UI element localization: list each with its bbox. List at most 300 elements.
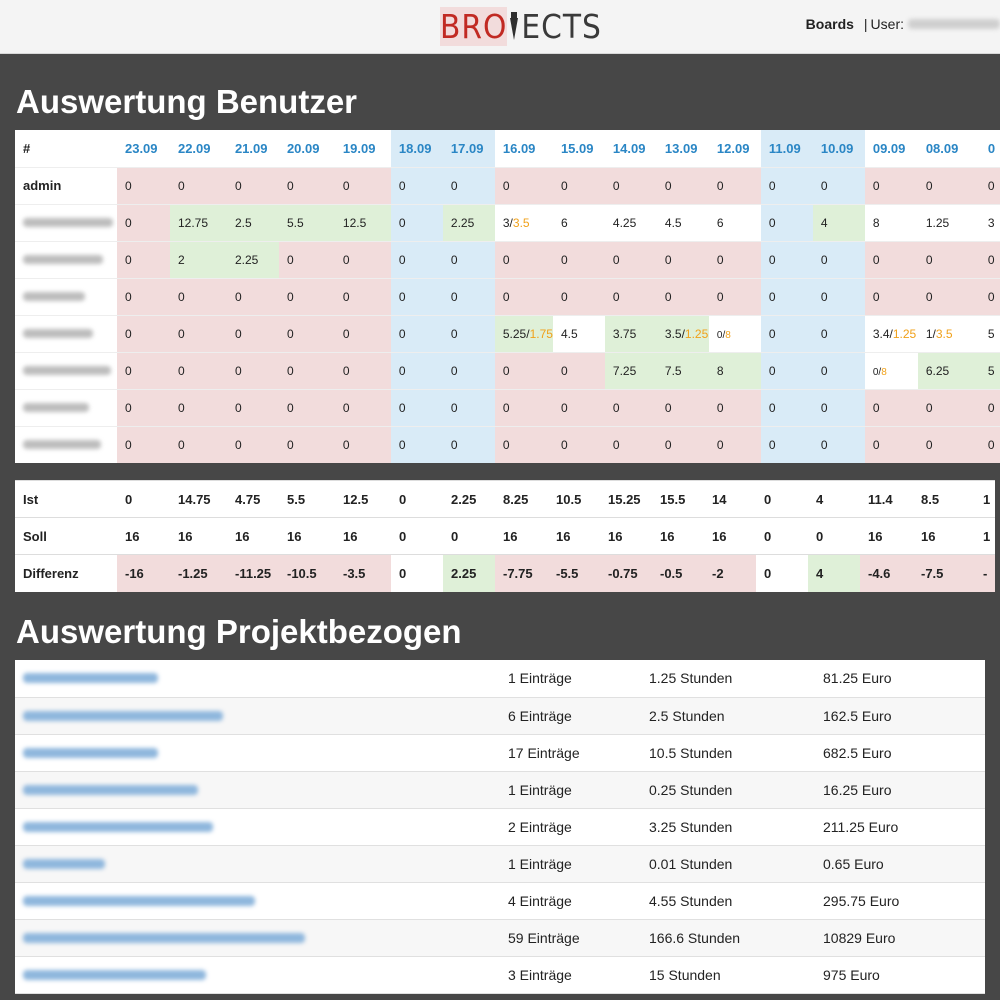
summary-value: -0.75 bbox=[600, 555, 652, 592]
date-header[interactable]: 18.09 bbox=[391, 130, 443, 167]
project-row bbox=[15, 882, 985, 919]
date-header[interactable]: 10.09 bbox=[813, 130, 865, 167]
summary-value: -0.5 bbox=[652, 555, 704, 592]
blurred-name bbox=[23, 329, 93, 338]
hash-header: # bbox=[23, 140, 31, 156]
hours-cell: 2.5 bbox=[227, 204, 279, 241]
hours-cell: 0 bbox=[170, 389, 227, 426]
date-header[interactable]: 22.09 bbox=[177, 140, 211, 156]
hours-cell: 0 bbox=[813, 352, 865, 389]
hours-cell: 0 bbox=[761, 278, 813, 315]
user-row bbox=[15, 389, 1000, 426]
project-link[interactable] bbox=[15, 734, 508, 771]
hours-cell: 0 bbox=[227, 389, 279, 426]
user-row bbox=[15, 241, 1000, 278]
hours-cell: 0 bbox=[813, 167, 865, 204]
hours-cell: 0 bbox=[335, 241, 391, 278]
user-name-blurred bbox=[15, 352, 117, 389]
date-header[interactable]: 21.09 bbox=[234, 140, 268, 156]
date-header[interactable]: 23.09 bbox=[124, 140, 158, 156]
hours-cell: 2.25 bbox=[443, 204, 495, 241]
date-header[interactable]: 08.09 bbox=[925, 140, 959, 156]
date-header[interactable]: 20.09 bbox=[286, 140, 320, 156]
user-name-blurred bbox=[15, 389, 117, 426]
project-row bbox=[15, 919, 985, 956]
brojects-logo[interactable] bbox=[440, 7, 602, 47]
hours-cell: 0 bbox=[709, 389, 761, 426]
summary-value: 15.25 bbox=[608, 491, 641, 507]
summary-value: 2.25 bbox=[443, 555, 495, 592]
summary-value: -11.25 bbox=[227, 555, 279, 592]
project-hours: 1.25 Stunden bbox=[649, 670, 733, 687]
users-table bbox=[15, 130, 1000, 463]
hours-cell: 8 bbox=[709, 352, 761, 389]
project-hours: 0.01 Stunden bbox=[649, 855, 733, 872]
hours-cell: 0 bbox=[117, 426, 170, 463]
project-link[interactable] bbox=[15, 808, 508, 845]
hours-cell: 0 bbox=[813, 278, 865, 315]
blurred-project-name bbox=[23, 711, 223, 721]
hours-cell: 0 bbox=[605, 241, 657, 278]
summary-row-diff bbox=[15, 555, 995, 592]
summary-value: 2.25 bbox=[451, 491, 477, 507]
hours-cell: 0 bbox=[553, 278, 605, 315]
project-cost: 975 Euro bbox=[823, 966, 880, 983]
hours-cell: 0 bbox=[605, 167, 657, 204]
project-row bbox=[15, 956, 985, 993]
blurred-name bbox=[23, 292, 85, 301]
hours-cell: 0 bbox=[335, 167, 391, 204]
hours-cell: 0 bbox=[170, 352, 227, 389]
hours-cell: 6.25 bbox=[918, 352, 980, 389]
summary-value: 4 bbox=[808, 555, 860, 592]
project-row bbox=[15, 771, 985, 808]
hours-cell: 0 bbox=[553, 167, 605, 204]
blurred-project-name bbox=[23, 822, 213, 832]
hours-cell: 0 bbox=[227, 167, 279, 204]
summary-value: 15.5 bbox=[660, 491, 686, 507]
summary-value: -3.5 bbox=[335, 555, 391, 592]
hours-cell: 0 bbox=[495, 426, 553, 463]
hours-cell: 2 bbox=[170, 241, 227, 278]
hours-cell: 0 bbox=[443, 315, 495, 352]
project-row bbox=[15, 845, 985, 882]
blurred-project-name bbox=[23, 748, 158, 758]
user-row bbox=[15, 315, 1000, 352]
hours-cell: 5 bbox=[980, 352, 1000, 389]
hours-cell: 0 bbox=[865, 426, 918, 463]
hours-cell: 0 bbox=[391, 241, 443, 278]
project-cost: 295.75 Euro bbox=[823, 892, 900, 909]
summary-value: 8.5 bbox=[921, 491, 940, 507]
summary-value: 4.75 bbox=[235, 491, 261, 507]
hours-cell: 0 bbox=[391, 352, 443, 389]
summary-value: 16 bbox=[503, 528, 518, 544]
hours-cell: 0 bbox=[980, 167, 1000, 204]
user-row bbox=[15, 278, 1000, 315]
hours-cell: 0 bbox=[170, 278, 227, 315]
user-name-blurred bbox=[15, 241, 117, 278]
project-link[interactable] bbox=[15, 956, 508, 993]
summary-value: 0 bbox=[764, 491, 772, 507]
hours-cell: 6 bbox=[553, 204, 605, 241]
summary-value: 0 bbox=[764, 528, 772, 544]
hours-cell: 0 bbox=[605, 426, 657, 463]
hours-cell: 12.5 bbox=[335, 204, 391, 241]
summary-value: -2 bbox=[704, 555, 756, 592]
hours-cell: 0 bbox=[117, 352, 170, 389]
summary-value: 16 bbox=[608, 528, 623, 544]
hours-cell: 0 bbox=[279, 278, 335, 315]
hours-cell: 0 bbox=[227, 315, 279, 352]
project-entries: 17 Einträge bbox=[508, 744, 580, 761]
hours-cell: 0 bbox=[865, 278, 918, 315]
blurred-project-name bbox=[23, 970, 206, 980]
hours-cell: 3.75 bbox=[605, 315, 657, 352]
hours-cell: 0 bbox=[391, 315, 443, 352]
blurred-name bbox=[23, 255, 103, 264]
summary-value: 5.5 bbox=[287, 491, 306, 507]
hours-cell: 4 bbox=[813, 204, 865, 241]
hours-cell: 0 bbox=[443, 389, 495, 426]
project-cost: 81.25 Euro bbox=[823, 670, 892, 687]
project-row bbox=[15, 697, 985, 734]
summary-value: 8.25 bbox=[503, 491, 529, 507]
hours-cell: 12.75 bbox=[170, 204, 227, 241]
hours-cell: 0 bbox=[813, 241, 865, 278]
hours-cell: 4.5 bbox=[657, 204, 709, 241]
hours-cell: 0 bbox=[865, 167, 918, 204]
logo-text-right: ECTS bbox=[521, 7, 602, 46]
blurred-project-name bbox=[23, 785, 198, 795]
hours-cell: 0 bbox=[657, 167, 709, 204]
summary-value: 14.75 bbox=[178, 491, 211, 507]
project-cost: 0.65 Euro bbox=[823, 855, 884, 872]
project-hours: 166.6 Stunden bbox=[649, 929, 741, 946]
summary-value: 16 bbox=[178, 528, 193, 544]
hours-cell: 0 bbox=[605, 278, 657, 315]
summary-value: 12.5 bbox=[343, 491, 369, 507]
hours-cell: 0 bbox=[170, 167, 227, 204]
hours-cell: 0 bbox=[918, 278, 980, 315]
hours-cell: 3.4/1.25 bbox=[865, 315, 918, 352]
summary-value: 1 bbox=[983, 491, 991, 507]
blurred-project-name bbox=[23, 896, 255, 906]
hours-cell: 0 bbox=[335, 352, 391, 389]
hours-cell: 0 bbox=[279, 315, 335, 352]
top-bar bbox=[0, 0, 1000, 54]
hours-cell: 0 bbox=[657, 278, 709, 315]
summary-value: 14 bbox=[712, 491, 727, 507]
hours-cell: 0 bbox=[170, 426, 227, 463]
summary-value: 0 bbox=[399, 528, 407, 544]
project-cost: 162.5 Euro bbox=[823, 707, 892, 724]
hours-cell: 0 bbox=[227, 278, 279, 315]
summary-value: - bbox=[975, 555, 995, 592]
project-entries: 1 Einträge bbox=[508, 855, 572, 872]
summary-value: 0 bbox=[391, 555, 443, 592]
hours-cell: 0 bbox=[117, 241, 170, 278]
hours-cell: 0 bbox=[117, 278, 170, 315]
blurred-project-name bbox=[23, 673, 158, 683]
summary-value: 0 bbox=[125, 491, 133, 507]
hours-cell: 0 bbox=[918, 426, 980, 463]
hours-cell: 4.25 bbox=[605, 204, 657, 241]
project-link[interactable] bbox=[15, 660, 508, 697]
hours-cell: 0 bbox=[553, 389, 605, 426]
summary-value: -16 bbox=[117, 555, 170, 592]
hours-cell: 0 bbox=[980, 426, 1000, 463]
hours-cell: 0 bbox=[391, 426, 443, 463]
summary-label: Ist bbox=[23, 491, 39, 507]
hours-cell: 0 bbox=[335, 278, 391, 315]
hours-cell: 0 bbox=[443, 241, 495, 278]
hours-cell: 0 bbox=[391, 278, 443, 315]
hours-cell: 0 bbox=[117, 315, 170, 352]
user-name-blurred bbox=[908, 19, 1000, 29]
blurred-name bbox=[23, 218, 113, 227]
hours-cell: 6 bbox=[709, 204, 761, 241]
hours-cell: 0 bbox=[117, 204, 170, 241]
hours-cell: 0 bbox=[335, 315, 391, 352]
project-link[interactable] bbox=[15, 697, 508, 734]
blurred-project-name bbox=[23, 859, 105, 869]
date-header[interactable]: 09.09 bbox=[872, 140, 906, 156]
summary-value: -4.6 bbox=[860, 555, 913, 592]
project-entries: 6 Einträge bbox=[508, 707, 572, 724]
hours-cell: 0 bbox=[709, 426, 761, 463]
blurred-name bbox=[23, 403, 89, 412]
date-header[interactable]: 13.09 bbox=[664, 140, 698, 156]
project-entries: 1 Einträge bbox=[508, 781, 572, 798]
hours-cell: 0 bbox=[443, 352, 495, 389]
hours-cell: 0 bbox=[227, 426, 279, 463]
hours-cell: 0 bbox=[813, 315, 865, 352]
hours-cell: 0 bbox=[761, 389, 813, 426]
hours-cell: 0 bbox=[335, 389, 391, 426]
hours-cell: 0 bbox=[761, 426, 813, 463]
hours-cell: 0 bbox=[553, 241, 605, 278]
user-name-blurred bbox=[15, 426, 117, 463]
hours-cell: 0 bbox=[495, 278, 553, 315]
blurred-name bbox=[23, 440, 101, 449]
hours-cell: 0 bbox=[657, 241, 709, 278]
project-cost: 10829 Euro bbox=[823, 929, 896, 946]
project-hours: 3.25 Stunden bbox=[649, 818, 733, 835]
nav-separator: | bbox=[863, 16, 868, 32]
project-entries: 2 Einträge bbox=[508, 818, 572, 835]
hours-cell: 2.25 bbox=[227, 241, 279, 278]
hours-cell: 0/8 bbox=[709, 315, 761, 352]
project-entries: 4 Einträge bbox=[508, 892, 572, 909]
hours-cell: 0 bbox=[813, 389, 865, 426]
summary-label: Differenz bbox=[23, 565, 79, 581]
hours-cell: 4.5 bbox=[553, 315, 605, 352]
summary-value: 4 bbox=[816, 491, 824, 507]
hours-cell: 0 bbox=[495, 352, 553, 389]
hours-cell: 0 bbox=[980, 278, 1000, 315]
hours-cell: 0/8 bbox=[865, 352, 918, 389]
summary-value: 16 bbox=[287, 528, 302, 544]
boards-link[interactable]: Boards bbox=[805, 16, 854, 32]
user-row bbox=[15, 204, 1000, 241]
summary-value: 0 bbox=[756, 555, 808, 592]
summary-value: 0 bbox=[816, 528, 824, 544]
summary-value: -1.25 bbox=[170, 555, 227, 592]
hours-cell: 0 bbox=[495, 389, 553, 426]
project-hours: 10.5 Stunden bbox=[649, 744, 733, 761]
hours-cell: 0 bbox=[761, 204, 813, 241]
project-cost: 682.5 Euro bbox=[823, 744, 892, 761]
hours-cell: 0 bbox=[761, 241, 813, 278]
hours-cell: 0 bbox=[865, 389, 918, 426]
user-row bbox=[15, 426, 1000, 463]
project-cost: 16.25 Euro bbox=[823, 781, 892, 798]
project-link[interactable] bbox=[15, 845, 508, 882]
project-hours: 15 Stunden bbox=[649, 966, 721, 983]
hours-cell: 7.5 bbox=[657, 352, 709, 389]
section-title-projects: Auswertung Projektbezogen bbox=[16, 613, 462, 650]
hours-cell: 0 bbox=[117, 389, 170, 426]
hours-cell: 0 bbox=[657, 426, 709, 463]
project-hours: 4.55 Stunden bbox=[649, 892, 733, 909]
hours-cell: 0 bbox=[227, 352, 279, 389]
hours-cell: 0 bbox=[391, 389, 443, 426]
hours-cell: 0 bbox=[553, 426, 605, 463]
hours-cell: 0 bbox=[761, 352, 813, 389]
hours-cell: 0 bbox=[391, 204, 443, 241]
hours-cell: 0 bbox=[918, 167, 980, 204]
hours-cell: 0 bbox=[443, 278, 495, 315]
summary-value: 0 bbox=[451, 528, 459, 544]
hours-cell: 5.5 bbox=[279, 204, 335, 241]
summary-row-ist bbox=[15, 481, 995, 518]
date-header[interactable]: 12.09 bbox=[716, 140, 750, 156]
hours-cell: 0 bbox=[813, 426, 865, 463]
hours-cell: 0 bbox=[918, 241, 980, 278]
summary-value: 16 bbox=[921, 528, 936, 544]
summary-label: Soll bbox=[23, 528, 47, 544]
summary-value: 16 bbox=[235, 528, 250, 544]
project-link[interactable] bbox=[15, 882, 508, 919]
summary-value: 0 bbox=[399, 491, 407, 507]
hours-cell: 0 bbox=[391, 167, 443, 204]
tie-icon bbox=[508, 12, 520, 42]
summary-table bbox=[15, 480, 995, 592]
hours-cell: 5.25/1.75 bbox=[495, 315, 553, 352]
hours-cell: 8 bbox=[865, 204, 918, 241]
user-name-blurred bbox=[15, 278, 117, 315]
date-header[interactable]: 0 bbox=[987, 140, 996, 156]
summary-value: 16 bbox=[868, 528, 883, 544]
hours-cell: 0 bbox=[279, 389, 335, 426]
hours-cell: 0 bbox=[170, 315, 227, 352]
project-entries: 3 Einträge bbox=[508, 966, 572, 983]
hours-cell: 0 bbox=[980, 241, 1000, 278]
summary-value: 16 bbox=[343, 528, 358, 544]
user-name: admin bbox=[23, 178, 62, 193]
hours-cell: 7.25 bbox=[605, 352, 657, 389]
user-row bbox=[15, 352, 1000, 389]
project-entries: 59 Einträge bbox=[508, 929, 580, 946]
logo-text-left: BRO bbox=[440, 7, 508, 46]
hours-cell: 0 bbox=[117, 167, 170, 204]
summary-value: 11.4 bbox=[868, 491, 893, 507]
top-nav bbox=[806, 16, 1000, 32]
user-name-blurred bbox=[15, 315, 117, 352]
project-row bbox=[15, 660, 985, 697]
projects-table bbox=[15, 660, 985, 994]
summary-value: -10.5 bbox=[279, 555, 335, 592]
hours-cell: 0 bbox=[605, 389, 657, 426]
hours-cell: 0 bbox=[335, 426, 391, 463]
hours-cell: 0 bbox=[918, 389, 980, 426]
summary-value: 16 bbox=[125, 528, 140, 544]
hours-cell: 0 bbox=[495, 241, 553, 278]
hours-cell: 0 bbox=[709, 167, 761, 204]
date-header[interactable]: 17.09 bbox=[443, 130, 495, 167]
user-row bbox=[15, 167, 1000, 204]
hours-cell: 0 bbox=[553, 352, 605, 389]
user-label: User: bbox=[870, 16, 904, 32]
project-hours: 0.25 Stunden bbox=[649, 781, 733, 798]
project-hours: 2.5 Stunden bbox=[649, 707, 725, 724]
user-name-blurred bbox=[15, 204, 117, 241]
hours-cell: 1/3.5 bbox=[918, 315, 980, 352]
date-header[interactable]: 15.09 bbox=[560, 140, 594, 156]
date-header[interactable]: 11.09 bbox=[761, 130, 813, 167]
project-row bbox=[15, 808, 985, 845]
hours-cell: 3 bbox=[980, 204, 1000, 241]
hours-cell: 0 bbox=[495, 167, 553, 204]
summary-value: -5.5 bbox=[548, 555, 600, 592]
hours-cell: 5 bbox=[980, 315, 1000, 352]
date-header[interactable]: 16.09 bbox=[502, 140, 536, 156]
blurred-name bbox=[23, 366, 111, 375]
section-title-users: Auswertung Benutzer bbox=[16, 83, 358, 120]
summary-value: 1 bbox=[983, 528, 991, 544]
hours-cell: 0 bbox=[761, 315, 813, 352]
summary-value: 16 bbox=[712, 528, 727, 544]
hours-cell: 0 bbox=[709, 241, 761, 278]
hours-cell: 0 bbox=[443, 167, 495, 204]
project-row bbox=[15, 734, 985, 771]
summary-value: -7.5 bbox=[913, 555, 975, 592]
blurred-project-name bbox=[23, 933, 305, 943]
summary-value: 16 bbox=[556, 528, 571, 544]
hours-cell: 0 bbox=[657, 389, 709, 426]
hours-cell: 0 bbox=[279, 352, 335, 389]
project-link[interactable] bbox=[15, 771, 508, 808]
hours-cell: 0 bbox=[761, 167, 813, 204]
project-entries: 1 Einträge bbox=[508, 670, 572, 687]
hours-cell: 0 bbox=[709, 278, 761, 315]
date-header[interactable]: 19.09 bbox=[342, 140, 376, 156]
hours-cell: 0 bbox=[279, 241, 335, 278]
hours-cell: 0 bbox=[279, 167, 335, 204]
project-link[interactable] bbox=[15, 919, 508, 956]
project-cost: 211.25 Euro bbox=[823, 818, 899, 835]
date-header[interactable]: 14.09 bbox=[612, 140, 646, 156]
summary-value: -7.75 bbox=[495, 555, 548, 592]
summary-value: 10.5 bbox=[556, 491, 582, 507]
hours-cell: 0 bbox=[980, 389, 1000, 426]
summary-row-soll bbox=[15, 518, 995, 555]
hours-cell: 3.5/1.25 bbox=[657, 315, 709, 352]
hours-cell: 1.25 bbox=[918, 204, 980, 241]
summary-value: 16 bbox=[660, 528, 675, 544]
hours-cell: 0 bbox=[865, 241, 918, 278]
